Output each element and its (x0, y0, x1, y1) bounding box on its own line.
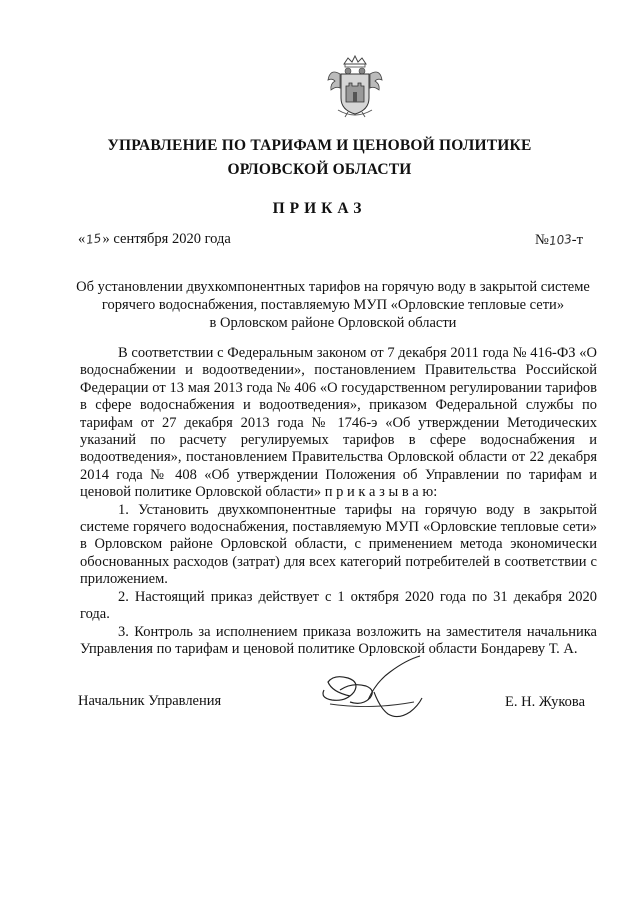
date-open-quote: « (78, 231, 86, 247)
subject-line: горячего водоснабжения, поставляемую МУП «Орловские тепловые сети» (101, 297, 565, 313)
signer-title: Начальник Управления (78, 693, 222, 709)
handwritten-signature (310, 652, 430, 732)
organization-name-line1: УПРАВЛЕНИЕ ПО ТАРИФАМ И ЦЕНОВОЙ ПОЛИТИКЕ (107, 137, 532, 154)
clause-paragraph: 2. Настоящий приказ действует с 1 октября 2020 года по 31 декабря 2020 года. (80, 588, 597, 623)
document-number (535, 232, 583, 249)
document-subject (70, 278, 596, 332)
document-title: ПРИКАЗ (272, 200, 367, 217)
number-suffix: -т (571, 232, 583, 248)
subject-line: Об установлении двухкомпонентных тарифов на горячую воду в закрытой системе (76, 279, 590, 295)
date-day-handwritten: 15 (85, 231, 103, 247)
preamble-paragraph: В соответствии с Федеральным законом от 7 декабря 2011 года № 416-ФЗ «О водоснабжении и водоотведении», постановлением Правительства Российской Федерации от 13 мая 2013 года № 406 «О государственном регулировании тарифов в сфере водоснабжения и водоотведения», приказом Федеральной службы по тарифам от 27 декабря 2013 года № 1746-э «Об утверждении Методических указаний по расчету регулируемых тарифов в сфере водоснабжения и водоотведения», постановлением Правительства Орловской области от 22 декабря 2014 года № 408 «Об утверждении Положения об Управлении по тарифам и ценовой политике Орловской области» п р и к а з ы в а ю: (80, 345, 597, 501)
clause-paragraph: 1. Установить двухкомпонентные тарифы на горячую воду в закрытой системе горячего водоснабжения, поставляемую МУП «Орловские тепловые сети» в Орловском районе Орловской области, с применением метода экономически обоснованных расходов (затрат) для всех категорий потребителей в соответствии с приложением. (80, 501, 597, 588)
organization-name-line2: ОРЛОВСКОЙ ОБЛАСТИ (227, 161, 412, 178)
document-body (80, 345, 597, 658)
clause-paragraph: 3. Контроль за исполнением приказа возложить на заместителя начальника Управления по тарифам и ценовой политике Орловской области Бондареву Т. А. (80, 623, 597, 657)
date-rest: » сентября 2020 года (102, 231, 231, 247)
number-prefix: № (535, 232, 549, 248)
coat-of-arms-icon (326, 54, 384, 118)
number-value-handwritten: 103 (548, 231, 573, 249)
subject-line: в Орловском районе Орловской области (209, 315, 457, 331)
document-date (78, 231, 231, 248)
signer-name: Е. Н. Жукова (505, 694, 586, 710)
